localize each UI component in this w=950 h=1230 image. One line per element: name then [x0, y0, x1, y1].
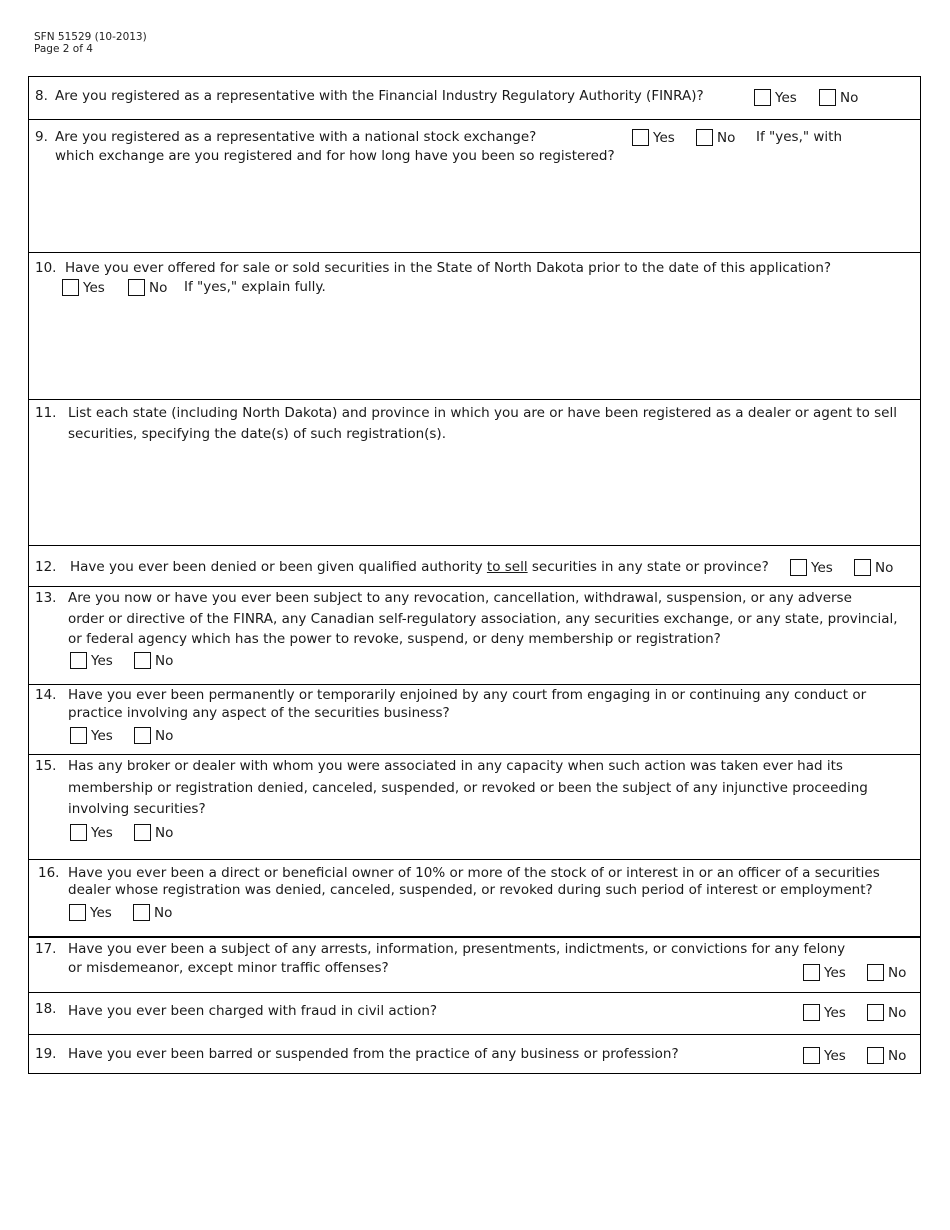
question-17-text-line2: or misdemeanor, except minor traffic offenses? — [68, 960, 389, 976]
question-11-text-line1: List each state (including North Dakota) and province in which you are or have been registered as a dealer or agent to sell — [68, 405, 897, 421]
question-16-text-line1: Have you ever been a direct or beneficial owner of 10% or more of the stock of or interest in or an officer of a securities — [68, 865, 880, 881]
no-label: No — [155, 825, 174, 841]
question-15-no-option — [134, 824, 173, 843]
question-13-text-line3: or federal agency which has the power to revoke, suspend, or deny membership or registration? — [68, 631, 721, 647]
question-16-no-checkbox[interactable] — [133, 904, 150, 921]
yes-label: Yes — [653, 130, 675, 146]
question-18-yes-option — [803, 1004, 846, 1023]
question-12-text — [70, 558, 769, 577]
question-8-yes-option — [754, 89, 797, 108]
question-12-number: 12. — [35, 559, 57, 575]
yes-label: Yes — [775, 90, 797, 106]
question-19-row — [29, 1035, 920, 1075]
question-9-yes-checkbox[interactable] — [632, 129, 649, 146]
question-14-number: 14. — [35, 687, 57, 703]
question-11-number: 11. — [35, 405, 57, 421]
question-17-no-checkbox[interactable] — [867, 964, 884, 981]
question-12-yes-option — [790, 559, 833, 578]
question-12-yes-checkbox[interactable] — [790, 559, 807, 576]
no-label: No — [888, 1005, 907, 1021]
question-18-yes-checkbox[interactable] — [803, 1004, 820, 1021]
question-10-number: 10. — [35, 260, 57, 276]
question-10-row — [29, 253, 920, 400]
question-13-text-line1: Are you now or have you ever been subject to any revocation, cancellation, withdrawal, suspension, or any adverse — [68, 590, 852, 606]
form-id: SFN 51529 (10-2013) — [34, 31, 147, 43]
question-16-number: 16. — [38, 865, 60, 881]
no-label: No — [888, 1048, 907, 1064]
yes-label: Yes — [824, 1048, 846, 1064]
question-19-no-checkbox[interactable] — [867, 1047, 884, 1064]
yes-label: Yes — [811, 560, 833, 576]
question-16-text-line2: dealer whose registration was denied, canceled, suspended, or revoked during such period of interest or employment? — [68, 882, 873, 898]
question-16-no-option — [133, 904, 172, 923]
no-label: No — [888, 965, 907, 981]
question-14-no-checkbox[interactable] — [134, 727, 151, 744]
question-17-text-line1: Have you ever been a subject of any arrests, information, presentments, indictments, or convictions for any felony — [68, 941, 846, 957]
question-17-no-option — [867, 964, 906, 983]
question-14-no-option — [134, 727, 173, 746]
question-17-row — [29, 936, 920, 993]
question-16-yes-checkbox[interactable] — [69, 904, 86, 921]
question-9-no-checkbox[interactable] — [696, 129, 713, 146]
question-8-row — [29, 77, 920, 120]
question-17-yes-option — [803, 964, 846, 983]
question-14-text-line1: Have you ever been permanently or temporarily enjoined by any court from engaging in or continuing any conduct or — [68, 687, 867, 703]
question-9-text-line2: which exchange are you registered and for how long have you been so registered? — [55, 148, 615, 164]
question-13-number: 13. — [35, 590, 57, 606]
question-17-number: 17. — [35, 941, 57, 957]
question-11-text-line2: securities, specifying the date(s) of such registration(s). — [68, 426, 446, 442]
question-12-row — [29, 546, 920, 587]
question-15-no-checkbox[interactable] — [134, 824, 151, 841]
question-9-no-option — [696, 129, 735, 148]
question-15-yes-checkbox[interactable] — [70, 824, 87, 841]
question-19-yes-option — [803, 1047, 846, 1066]
question-10-no-checkbox[interactable] — [128, 279, 145, 296]
question-9-yes-option — [632, 129, 675, 148]
question-10-text: Have you ever offered for sale or sold securities in the State of North Dakota prior to the date of this application? — [65, 260, 832, 276]
question-14-row — [29, 685, 920, 755]
question-12-text-post: securities in any state or province? — [531, 559, 769, 575]
question-15-number: 15. — [35, 758, 57, 774]
no-label: No — [154, 905, 173, 921]
question-10-yes-checkbox[interactable] — [62, 279, 79, 296]
question-15-text-line1: Has any broker or dealer with whom you were associated in any capacity when such action was taken ever had its — [68, 758, 843, 774]
question-19-no-option — [867, 1047, 906, 1066]
no-label: No — [875, 560, 894, 576]
yes-label: Yes — [83, 280, 105, 296]
question-9-text-line1: Are you registered as a representative with a national stock exchange? — [55, 129, 537, 145]
question-15-text-line3: involving securities? — [68, 801, 206, 817]
yes-label: Yes — [91, 825, 113, 841]
question-18-text: Have you ever been charged with fraud in civil action? — [68, 1003, 438, 1019]
page-number: Page 2 of 4 — [34, 43, 93, 55]
question-17-yes-checkbox[interactable] — [803, 964, 820, 981]
no-label: No — [155, 653, 174, 669]
question-16-row — [29, 860, 920, 937]
question-19-yes-checkbox[interactable] — [803, 1047, 820, 1064]
question-9-number: 9. — [35, 129, 48, 145]
no-label: No — [717, 130, 736, 146]
no-label: No — [149, 280, 168, 296]
question-8-yes-checkbox[interactable] — [754, 89, 771, 106]
no-label: No — [840, 90, 859, 106]
question-16-yes-option — [69, 904, 112, 923]
question-12-text-pre: Have you ever been denied or been given qualified authority — [70, 559, 483, 575]
yes-label: Yes — [824, 1005, 846, 1021]
question-11-row — [29, 400, 920, 546]
yes-label: Yes — [824, 965, 846, 981]
question-12-text-underlined: to sell — [486, 559, 528, 575]
question-9-followup: If "yes," with — [756, 129, 842, 145]
question-8-number: 8. — [35, 88, 48, 104]
question-19-text: Have you ever been barred or suspended from the practice of any business or profession? — [68, 1046, 679, 1062]
yes-label: Yes — [91, 653, 113, 669]
yes-label: Yes — [91, 728, 113, 744]
yes-label: Yes — [90, 905, 112, 921]
question-13-no-checkbox[interactable] — [134, 652, 151, 669]
question-12-no-checkbox[interactable] — [854, 559, 871, 576]
question-13-yes-option — [70, 652, 113, 671]
question-18-no-checkbox[interactable] — [867, 1004, 884, 1021]
question-8-text: Are you registered as a representative with the Financial Industry Regulatory Authority (FINRA)? — [55, 88, 704, 104]
question-14-yes-option — [70, 727, 113, 746]
question-13-yes-checkbox[interactable] — [70, 652, 87, 669]
question-8-no-option — [819, 89, 858, 108]
question-13-no-option — [134, 652, 173, 671]
question-10-yes-option — [62, 279, 105, 298]
question-14-yes-checkbox[interactable] — [70, 727, 87, 744]
question-18-no-option — [867, 1004, 906, 1023]
question-19-number: 19. — [35, 1046, 57, 1062]
question-10-followup: If "yes," explain fully. — [184, 279, 326, 295]
question-12-no-option — [854, 559, 893, 578]
question-8-no-checkbox[interactable] — [819, 89, 836, 106]
question-18-number: 18. — [35, 1001, 57, 1017]
question-10-no-option — [128, 279, 167, 298]
question-9-row — [29, 120, 920, 253]
question-15-row — [29, 755, 920, 860]
question-15-text-line2: membership or registration denied, canceled, suspended, or revoked or been the subject of any injunctive proceeding — [68, 780, 868, 796]
no-label: No — [155, 728, 174, 744]
question-13-text-line2: order or directive of the FINRA, any Canadian self-regulatory association, any securities exchange, or any state, provincial, — [68, 611, 898, 627]
question-18-row — [29, 993, 920, 1035]
question-15-yes-option — [70, 824, 113, 843]
questionnaire-form — [28, 76, 921, 1074]
question-14-text-line2: practice involving any aspect of the securities business? — [68, 705, 450, 721]
question-13-row — [29, 587, 920, 685]
